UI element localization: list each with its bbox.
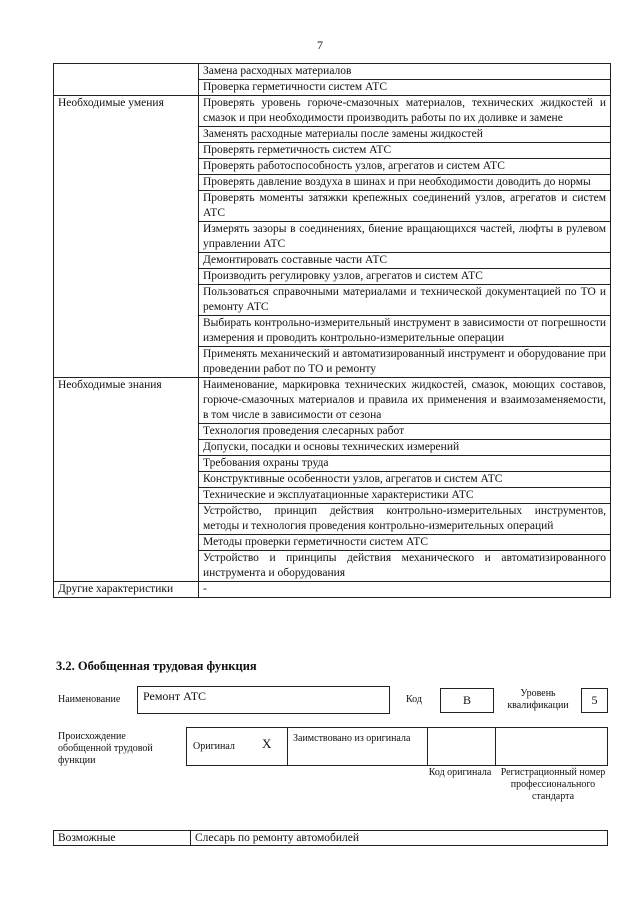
item-cell: Требования охраны труда: [199, 456, 611, 472]
borrowed-label: Заимствовано из оригинала: [293, 733, 411, 744]
item-cell: Проверять работоспособность узлов, агрегатов и систем АТС: [199, 159, 611, 175]
item-cell: Замена расходных материалов: [199, 64, 611, 80]
level-label: Уровень квалификации: [507, 688, 569, 711]
item-cell: Демонтировать составные части АТС: [199, 253, 611, 269]
item-cell: Измерять зазоры в соединениях, биение вращающихся частей, люфты в рулевом управлении АТС: [199, 222, 611, 253]
category-cell: Необходимые знания: [54, 378, 199, 582]
item-cell: Технология проведения слесарных работ: [199, 424, 611, 440]
category-cell: [54, 64, 199, 96]
level-field: [581, 688, 608, 713]
table-row: [54, 582, 611, 598]
possible-label: Возможные: [54, 831, 191, 846]
item-cell: Проверка герметичности систем АТС: [199, 80, 611, 96]
item-cell: Технические и эксплуатационные характеристики АТС: [199, 488, 611, 504]
name-label: Наименование: [58, 694, 121, 705]
reg-number-label: Регистрационный номер профессионального стандарта: [500, 767, 606, 802]
item-cell: Наименование, маркировка технических жидкостей, смазок, моющих составов, горюче-смазочных материалов и правила их применения и взаимозаменяемости, в том числе в зависимости от сезона: [199, 378, 611, 424]
item-cell: Пользоваться справочными материалами и технической документацией по ТО и ремонту АТС: [199, 285, 611, 316]
item-cell: Заменять расходные материалы после замены жидкостей: [199, 127, 611, 143]
table-row: [54, 96, 611, 127]
item-cell: Выбирать контрольно-измерительный инструмент в зависимости от погрешности измерения и проводить контрольно-измерительные операции: [199, 316, 611, 347]
name-field: [137, 686, 390, 714]
possible-value: Слесарь по ремонту автомобилей: [191, 831, 608, 846]
item-cell: Проверять давление воздуха в шинах и при необходимости доводить до нормы: [199, 175, 611, 191]
original-label: Оригинал: [193, 741, 235, 752]
origin-label: Происхождение обобщенной трудовой функции: [58, 731, 153, 766]
item-cell: Устройство, принцип действия контрольно-измерительных инструментов, методы и технология проведения контрольно-измерительных операций: [199, 504, 611, 535]
code-field: [440, 688, 494, 713]
item-cell: Проверять моменты затяжки крепежных соединений узлов, агрегатов и систем АТС: [199, 191, 611, 222]
original-mark: X: [262, 736, 272, 751]
table-row: [54, 378, 611, 424]
level-value: 5: [591, 693, 598, 707]
section-title: 3.2. Обобщенная трудовая функция: [56, 659, 257, 673]
table-row: [54, 64, 611, 80]
competency-table: [53, 63, 611, 598]
item-cell: Проверять герметичность систем АТС: [199, 143, 611, 159]
code-value: B: [462, 693, 471, 707]
code-label: Код: [406, 694, 422, 705]
item-cell: Устройство и принципы действия механического и автоматизированного инструмента и оборудования: [199, 551, 611, 582]
item-cell: Допуски, посадки и основы технических измерений: [199, 440, 611, 456]
item-cell: -: [199, 582, 611, 598]
name-value: Ремонт АТС: [143, 689, 207, 703]
category-cell: Необходимые умения: [54, 96, 199, 378]
page-number: 7: [317, 38, 323, 52]
item-cell: Производить регулировку узлов, агрегатов и систем АТС: [199, 269, 611, 285]
item-cell: Методы проверки герметичности систем АТС: [199, 535, 611, 551]
item-cell: Применять механический и автоматизированный инструмент и оборудование при проведении работ по ТО и ремонту: [199, 347, 611, 378]
item-cell: Конструктивные особенности узлов, агрегатов и систем АТС: [199, 472, 611, 488]
possible-positions-table: [53, 830, 608, 846]
category-cell: Другие характеристики: [54, 582, 199, 598]
item-cell: Проверять уровень горюче-смазочных материалов, технических жидкостей и смазок и при необходимости производить работы по их доливке и замене: [199, 96, 611, 127]
code-original-label: Код оригинала: [428, 767, 492, 778]
